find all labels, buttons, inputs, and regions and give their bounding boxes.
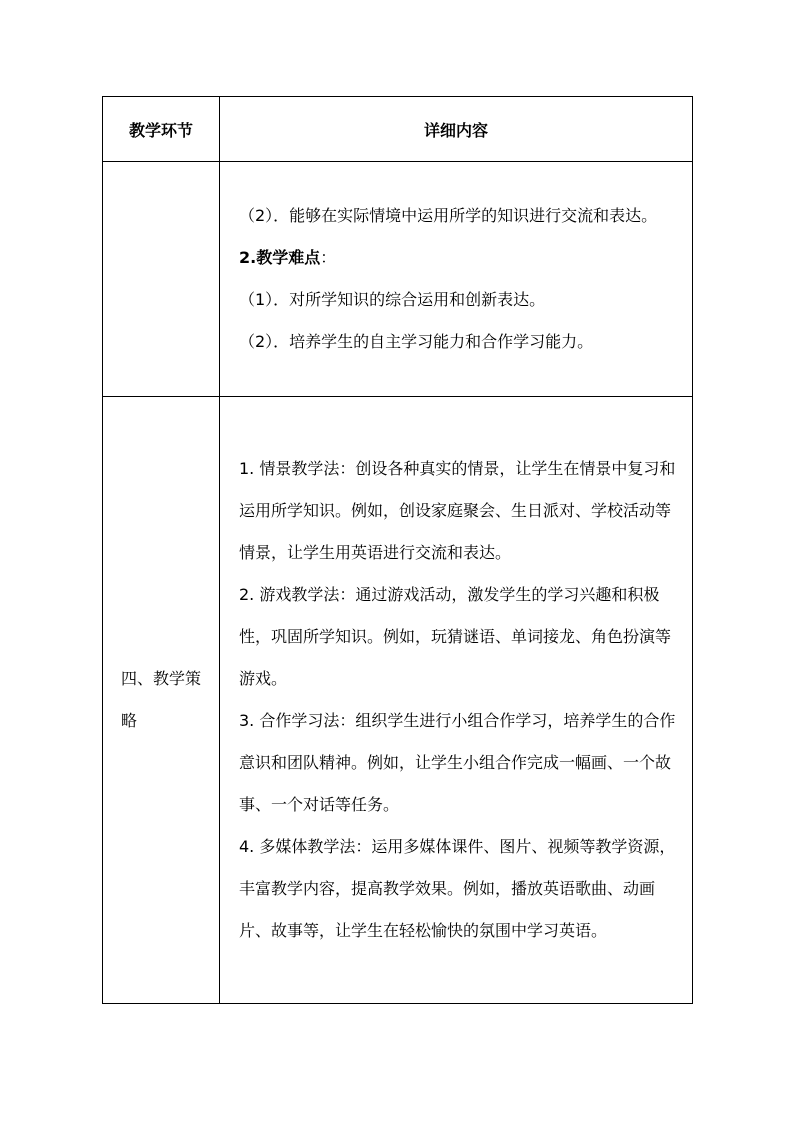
strategy-paragraph: 2. 游戏教学法：通过游戏活动，激发学生的学习兴趣和积极性，巩固所学知识。例如，玩猜谜语、单词接龙、角色扮演等游戏。 [239, 585, 672, 688]
table-header-row [103, 97, 693, 162]
strategy-paragraph: 4. 多媒体教学法：运用多媒体课件、图片、视频等教学资源，丰富教学内容，提高教学效果。例如，播放英语歌曲、动画片、故事等，让学生在轻松愉快的氛围中学习英语。 [239, 837, 676, 940]
strategy-paragraph: 3. 合作学习法：组织学生进行小组合作学习，培养学生的合作意识和团队精神。例如，让学生小组合作完成一幅画、一个故事、一个对话等任务。 [239, 711, 676, 814]
row-label-cell [103, 162, 220, 397]
lesson-plan-table [102, 96, 693, 1004]
header-stage-label: 教学环节 [128, 120, 193, 140]
section-heading [239, 237, 678, 279]
row-content-cell [220, 162, 693, 397]
section-heading-bold: 2.教学难点 [239, 248, 321, 267]
table-row [103, 162, 693, 397]
header-content-label: 详细内容 [423, 120, 488, 140]
content-paragraph: （1）．对所学知识的综合运用和创新表达。 [239, 290, 546, 309]
content-paragraph: （2）．能够在实际情境中运用所学的知识进行交流和表达。 [239, 206, 658, 225]
row-label-cell: 四、教学策略 [103, 397, 220, 1004]
header-cell-content [220, 97, 693, 162]
content-paragraph: （2）．培养学生的自主学习能力和合作学习能力。 [239, 332, 594, 351]
section-heading-colon: ： [320, 248, 337, 267]
strategy-paragraph: 1. 情景教学法：创设各种真实的情景，让学生在情景中复习和运用所学知识。例如，创设家庭聚会、生日派对、学校活动等情景，让学生用英语进行交流和表达。 [239, 459, 676, 562]
row-content-cell [220, 397, 693, 1004]
table-row [103, 397, 693, 1004]
header-cell-stage [103, 97, 220, 162]
